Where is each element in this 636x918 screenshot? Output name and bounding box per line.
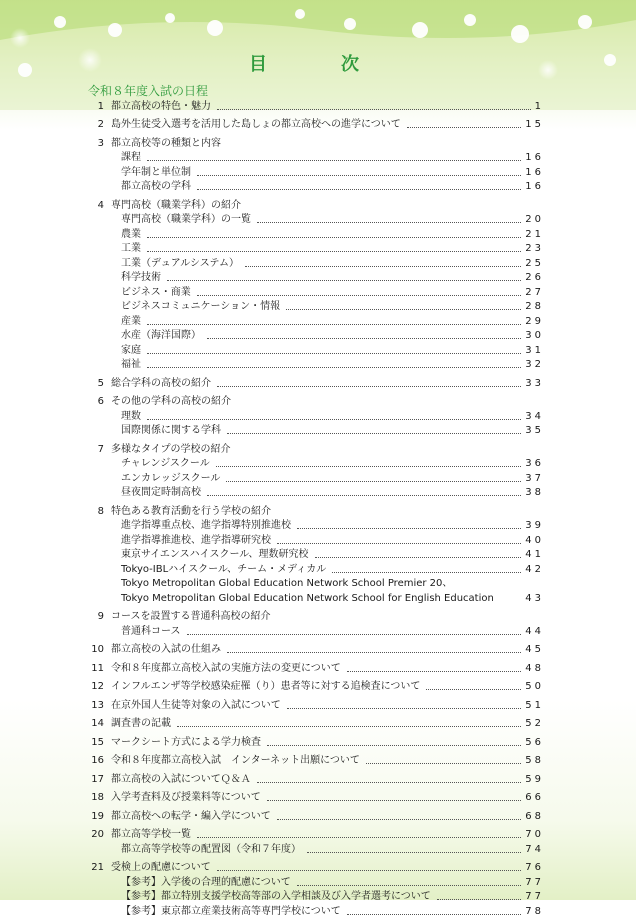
toc-entry[interactable]: [84, 470, 544, 485]
toc-entry[interactable]: [84, 609, 544, 624]
dot-leader: [147, 251, 521, 252]
dot-leader: [297, 885, 521, 886]
toc-entry-page: 51: [525, 699, 544, 711]
dot-leader: [216, 466, 522, 467]
toc-entry-page: 1: [534, 100, 544, 112]
toc-entry-number: 14: [91, 718, 104, 729]
toc-entry-label: 都立高等学校一覧: [111, 829, 191, 840]
toc-entry-label: 家庭: [121, 344, 141, 356]
toc-entry-label: チャレンジスクール: [121, 458, 210, 469]
toc-entry-page: 16: [525, 181, 544, 192]
toc-entry[interactable]: [84, 771, 544, 786]
toc-entry-label: Tokyo Metropolitan Global Education Network School for English Education: [121, 592, 494, 604]
toc-entry-label: 都立高校の入試についてＱ＆Ａ: [111, 773, 251, 785]
toc-entry-page: 27: [525, 286, 544, 298]
toc-entry-label: 普通科コース: [121, 625, 181, 637]
toc-entry-page: 44: [525, 625, 544, 637]
toc-entry-label: 昼夜間定時制高校: [121, 487, 201, 498]
dot-leader: [217, 109, 531, 110]
toc-entry-number: 4: [97, 199, 104, 211]
toc-entry-page: 16: [525, 152, 544, 163]
toc-entry-page: 37: [525, 472, 544, 484]
toc-entry[interactable]: [84, 734, 544, 749]
dot-leader: [267, 745, 521, 746]
toc-entry-label: 多様なタイプの学校の紹介: [111, 443, 231, 455]
toc-entry[interactable]: [84, 874, 544, 889]
toc-entry-page: 39: [525, 520, 544, 531]
dot-leader: [257, 782, 521, 783]
toc-entry-page: 48: [525, 662, 544, 674]
dot-leader: [217, 870, 521, 871]
toc-entry[interactable]: [84, 485, 544, 500]
toc-entry-label: 調査書の記載: [111, 718, 171, 729]
toc-entry-page: 33: [525, 377, 544, 389]
toc-entry-label: 理数: [121, 410, 141, 422]
toc-entry-label: 都立高校への転学・編入学について: [111, 810, 271, 822]
toc-entry[interactable]: [84, 284, 544, 299]
toc-entry-label: その他の学科の高校の紹介: [111, 396, 231, 407]
toc-entry-label: 【参考】入学後の合理的配慮について: [121, 876, 291, 888]
toc-entry[interactable]: [84, 576, 544, 591]
dot-leader: [257, 222, 521, 223]
toc-entry[interactable]: [84, 642, 544, 657]
toc-entry-label: 東京サイエンスハイスクール、理数研究校: [121, 549, 309, 560]
dot-leader: [147, 324, 521, 325]
toc-entry-page: 56: [525, 736, 544, 748]
toc-entry[interactable]: [84, 808, 544, 823]
toc-entry-page: 66: [525, 792, 544, 803]
toc-entry-page: 23: [525, 243, 544, 254]
toc-entry-page: 77: [525, 891, 544, 902]
toc-entry-page: 78: [525, 905, 544, 917]
toc-entry-label: 水産（海洋国際）: [121, 330, 201, 341]
toc-entry[interactable]: [84, 212, 544, 227]
toc-entry[interactable]: [84, 697, 544, 712]
toc-entry-number: 9: [97, 611, 104, 622]
dot-leader: [147, 160, 521, 161]
toc-entry[interactable]: [84, 117, 544, 132]
toc-list: [84, 98, 544, 918]
dot-leader: [207, 338, 521, 339]
dot-leader: [315, 557, 522, 558]
toc-entry-label: エンカレッジスクール: [121, 472, 221, 484]
dot-leader: [197, 175, 521, 176]
toc-entry[interactable]: [84, 255, 544, 270]
toc-entry[interactable]: [84, 226, 544, 241]
toc-entry-label: 令和８年度都立高校入試 インターネット出願について: [111, 755, 360, 766]
dot-leader: [347, 914, 521, 915]
dot-leader: [217, 386, 521, 387]
toc-entry-number: 5: [97, 377, 104, 389]
toc-entry[interactable]: [84, 518, 544, 533]
toc-entry[interactable]: [84, 903, 544, 918]
toc-entry-label: 総合学科の高校の紹介: [111, 377, 211, 389]
dot-leader: [226, 481, 521, 482]
toc-entry[interactable]: [84, 679, 544, 694]
toc-entry[interactable]: [84, 408, 544, 423]
toc-entry[interactable]: [84, 860, 544, 875]
toc-entry[interactable]: [84, 150, 544, 165]
toc-entry-number: 2: [97, 119, 104, 130]
dot-leader: [286, 309, 521, 310]
dot-leader: [245, 266, 521, 267]
dot-leader: [287, 708, 521, 709]
toc-entry[interactable]: [84, 547, 544, 562]
toc-entry-page: 40: [525, 534, 544, 546]
toc-entry[interactable]: [84, 328, 544, 343]
dot-leader: [437, 899, 521, 900]
toc-entry-page: 35: [525, 425, 544, 436]
toc-entry[interactable]: [84, 179, 544, 194]
toc-entry[interactable]: [84, 394, 544, 409]
toc-entry[interactable]: [84, 98, 544, 113]
toc-entry-label: 特色ある教育活動を行う学校の紹介: [111, 505, 271, 517]
toc-entry-label: 都立高校の入試の仕組み: [111, 644, 221, 655]
toc-entry-number: 13: [91, 699, 104, 711]
section-heading: 令和８年度入試の日程: [88, 84, 209, 98]
dot-leader: [307, 852, 521, 853]
toc-entry-number: 12: [91, 681, 104, 692]
toc-entry-label: 入学考査料及び授業料等について: [111, 792, 261, 803]
dot-leader: [187, 634, 522, 635]
toc-entry-number: 18: [91, 792, 104, 803]
toc-entry-label: 進学指導推進校、進学指導研究校: [121, 534, 271, 546]
toc-entry-label: 産業: [121, 315, 141, 327]
toc-entry-label: 進学指導重点校、進学指導特別推進校: [121, 520, 291, 531]
toc-entry-page: 59: [525, 773, 544, 785]
toc-entry[interactable]: [84, 827, 544, 842]
toc-entry-page: 36: [525, 458, 544, 469]
dot-leader: [227, 652, 521, 653]
toc-entry[interactable]: [84, 753, 544, 768]
toc-entry[interactable]: [84, 841, 544, 856]
toc-entry-page: 31: [525, 344, 544, 356]
dot-leader: [177, 726, 521, 727]
toc-entry[interactable]: [84, 357, 544, 372]
toc-entry-label: 島外生徒受入選考を活用した島しょの都立高校への進学について: [111, 119, 401, 130]
toc-entry-page: 74: [525, 843, 544, 855]
dot-leader: [297, 528, 521, 529]
toc-entry-label: 受検上の配慮について: [111, 862, 211, 873]
dot-leader: [197, 295, 522, 296]
dot-leader: [207, 495, 521, 496]
toc-entry[interactable]: [84, 790, 544, 805]
toc-entry-label: 在京外国人生徒等対象の入試について: [111, 699, 281, 711]
toc-entry-page: 34: [525, 410, 544, 422]
toc-entry-number: 17: [91, 773, 104, 785]
toc-entry-page: 38: [525, 487, 544, 498]
toc-entry-page: 42: [525, 563, 544, 575]
dot-leader: [197, 837, 521, 838]
toc-entry-label: 都立高校等の種類と内容: [111, 137, 221, 149]
toc-entry-page: 76: [525, 862, 544, 873]
toc-entry-label: Tokyo Metropolitan Global Education Network School Premier 20、: [121, 578, 453, 589]
toc-entry[interactable]: [84, 164, 544, 179]
toc-entry-number: 19: [91, 810, 104, 822]
dot-leader: [426, 689, 521, 690]
toc-entry[interactable]: [84, 503, 544, 518]
toc-entry-label: インフルエンザ等学校感染症罹（り）患者等に対する追検査について: [111, 681, 421, 692]
dot-leader: [227, 433, 521, 434]
toc-entry-number: 1: [97, 100, 104, 112]
dot-leader: [147, 353, 521, 354]
toc-entry[interactable]: [84, 270, 544, 285]
toc-entry-number: 20: [91, 829, 104, 840]
toc-entry[interactable]: [84, 342, 544, 357]
toc-entry-page: 28: [525, 301, 544, 312]
dot-leader: [147, 237, 521, 238]
toc-entry-number: 6: [97, 396, 104, 407]
toc-entry-number: 8: [97, 505, 104, 517]
toc-entry-page: 58: [525, 755, 544, 766]
toc-entry-label: 都立高校の特色・魅力: [111, 100, 211, 112]
toc-entry-label: 農業: [121, 228, 141, 240]
dot-leader: [167, 280, 521, 281]
dot-leader: [277, 543, 521, 544]
toc-entry[interactable]: [84, 889, 544, 904]
dot-leader: [347, 671, 521, 672]
toc-entry-page: 20: [525, 214, 544, 225]
toc-entry-page: 21: [525, 228, 544, 240]
toc-entry-label: 課程: [121, 152, 141, 163]
toc-entry-label: コースを設置する普通科高校の紹介: [111, 611, 271, 622]
toc-entry[interactable]: [84, 423, 544, 438]
toc-entry-page: 41: [525, 549, 544, 560]
toc-entry[interactable]: [84, 590, 544, 605]
toc-entry-page: 68: [525, 810, 544, 822]
toc-entry-page: 52: [525, 718, 544, 729]
toc-entry[interactable]: [84, 313, 544, 328]
dot-leader: [147, 419, 521, 420]
toc-entry-label: 福祉: [121, 359, 141, 370]
toc-entry[interactable]: [84, 135, 544, 150]
toc-entry[interactable]: [84, 623, 544, 638]
toc-entry-number: 7: [97, 443, 104, 455]
toc-entry-label: 【参考】都立特別支援学校高等部の入学相談及び入学者選考について: [121, 891, 431, 902]
toc-entry-label: 科学技術: [121, 272, 161, 283]
toc-entry-page: 43: [525, 592, 544, 604]
toc-entry-page: 16: [525, 166, 544, 178]
toc-entry-label: ビジネス・商業: [121, 286, 191, 298]
toc-entry-page: 32: [525, 359, 544, 370]
toc-entry-label: 学年制と単位制: [121, 166, 191, 178]
toc-entry-number: 16: [91, 755, 104, 766]
toc-entry-number: 10: [91, 644, 104, 655]
toc-entry-number: 21: [91, 862, 104, 873]
toc-entry-page: 26: [525, 272, 544, 283]
dot-leader: [407, 127, 521, 128]
toc-entry[interactable]: [84, 532, 544, 547]
dot-leader: [147, 367, 521, 368]
toc-entry-page: 30: [525, 330, 544, 341]
toc-entry[interactable]: [84, 299, 544, 314]
toc-entry-number: 15: [91, 736, 104, 748]
toc-entry[interactable]: [84, 456, 544, 471]
toc-entry[interactable]: [84, 197, 544, 212]
toc-entry-page: 70: [525, 829, 544, 840]
toc-entry-page: 29: [525, 315, 544, 327]
toc-entry[interactable]: [84, 561, 544, 576]
toc-entry-label: 専門高校（職業学科）の一覧: [121, 214, 251, 225]
toc-entry-label: 国際関係に関する学科: [121, 425, 221, 436]
dot-leader: [267, 800, 521, 801]
toc-entry-number: 11: [91, 662, 104, 674]
toc-entry[interactable]: [84, 441, 544, 456]
dot-leader: [366, 763, 521, 764]
toc-entry-page: 50: [525, 681, 544, 692]
toc-entry-page: 45: [525, 644, 544, 655]
toc-entry-label: 都立高等学校等の配置図（令和７年度）: [121, 843, 301, 855]
dot-leader: [332, 572, 521, 573]
toc-entry-label: 令和８年度都立高校入試の実施方法の変更について: [111, 662, 341, 674]
toc-entry[interactable]: [84, 241, 544, 256]
toc-entry-label: 専門高校（職業学科）の紹介: [111, 199, 241, 211]
toc-entry-label: ビジネスコミュニケーション・情報: [121, 301, 281, 312]
toc-entry[interactable]: [84, 660, 544, 675]
toc-entry-label: 都立高校の学科: [121, 181, 191, 192]
toc-entry-number: 3: [97, 137, 104, 149]
toc-entry-label: Tokyo-IBLハイスクール、チーム・メディカル: [121, 563, 327, 575]
toc-entry[interactable]: [84, 375, 544, 390]
toc-entry-label: 工業: [121, 243, 141, 254]
toc-entry-label: 【参考】東京都立産業技術高等専門学校について: [121, 905, 341, 917]
toc-entry-page: 15: [525, 119, 544, 130]
dot-leader: [277, 819, 521, 820]
toc-entry-label: マークシート方式による学力検査: [111, 736, 261, 748]
page-title: 目 次: [249, 54, 387, 75]
toc-entry-page: 25: [525, 257, 544, 269]
toc-entry[interactable]: [84, 716, 544, 731]
toc-entry-label: 工業（デュアルシステム）: [121, 257, 240, 269]
dot-leader: [197, 189, 521, 190]
toc-entry-page: 77: [525, 876, 544, 888]
